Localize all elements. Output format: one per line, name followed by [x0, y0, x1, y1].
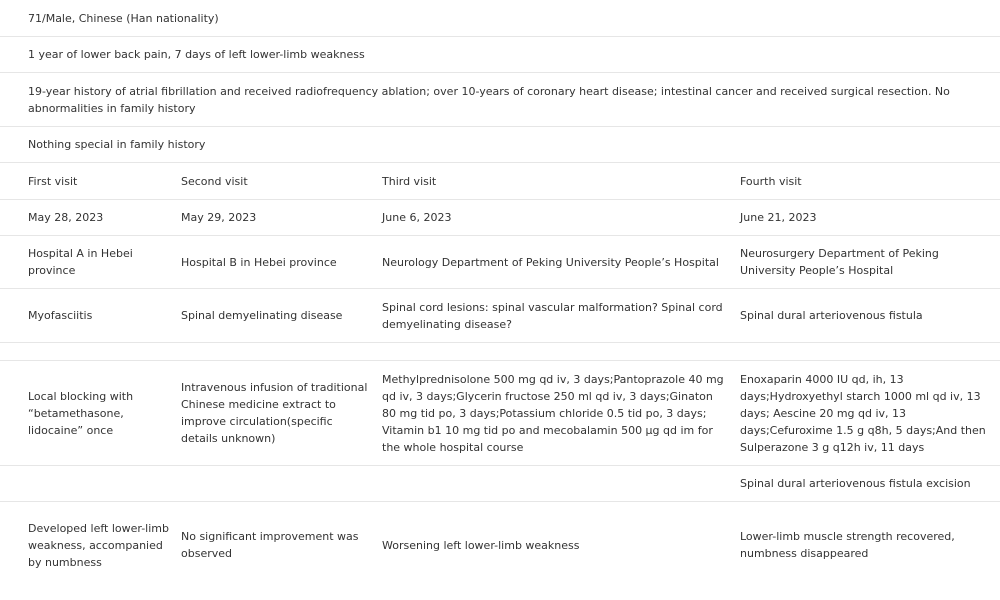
- past-history-text: 19-year history of atrial fibrillation and received radiofrequency ablation; over 10-years of coronary heart disease; intestinal cancer and received surgical resection. No abnormalities in family history: [28, 84, 950, 115]
- row-chief-complaint: [0, 37, 1000, 73]
- demographics-text: 71/Male, Chinese (Han nationality): [28, 11, 219, 25]
- treatment-4: Enoxaparin 4000 IU qd, ih, 13 days;Hydroxyethyl starch 1000 ml qd iv, 13 days; Aescine 20 mg qd iv, 13 days;Cefuroxime 1.5 g q8h, 5 days;And then Sulperazone 3 g q12h iv, 11 days: [740, 372, 986, 454]
- row-demographics: [0, 0, 1000, 37]
- visit-label-1: First visit: [28, 174, 78, 188]
- hospital-2: Hospital B in Hebei province: [181, 255, 337, 269]
- row-spacer: [0, 343, 1000, 361]
- diagnosis-2: Spinal demyelinating disease: [181, 309, 343, 322]
- outcome-1: Developed left lower-limb weakness, accompanied by numbness: [28, 521, 169, 569]
- visit-date-4: June 21, 2023: [740, 211, 817, 224]
- row-diagnoses: [0, 289, 1000, 343]
- surgery-4: Spinal dural arteriovenous fistula excision: [740, 477, 971, 490]
- visit-date-1: May 28, 2023: [28, 211, 104, 224]
- diagnosis-1: Myofasciitis: [28, 309, 93, 322]
- outcome-4: Lower-limb muscle strength recovered, numbness disappeared: [740, 530, 955, 560]
- row-treatments: [0, 361, 1000, 466]
- treatment-3: Methylprednisolone 500 mg qd iv, 3 days;Pantoprazole 40 mg qd iv, 3 days;Glycerin fructose 250 ml qd iv, 3 days;Ginaton 80 mg tid po, 3 days;Potassium chloride 0.5 tid po, 3 days; Vitamin b1 10 mg tid po and mecobalamin 500 μg qd im for the whole hospital course: [382, 372, 724, 454]
- row-surgery: [0, 466, 1000, 502]
- row-visit-dates: [0, 200, 1000, 236]
- row-past-history: [0, 73, 1000, 127]
- visit-label-3: Third visit: [382, 174, 437, 188]
- visit-label-2: Second visit: [181, 174, 248, 188]
- row-outcomes: [0, 502, 1000, 588]
- outcome-3: Worsening left lower-limb weakness: [382, 538, 580, 552]
- outcome-2: No significant improvement was observed: [181, 530, 359, 560]
- treatment-2: Intravenous infusion of traditional Chinese medicine extract to improve circulation(specific details unknown): [181, 381, 368, 445]
- hospital-1: Hospital A in Hebei province: [28, 247, 133, 277]
- chief-complaint-text: 1 year of lower back pain, 7 days of left lower-limb weakness: [28, 48, 365, 61]
- visit-date-2: May 29, 2023: [181, 211, 257, 224]
- treatment-1: Local blocking with “betamethasone, lidocaine” once: [28, 389, 134, 437]
- hospital-3: Neurology Department of Peking University People’s Hospital: [382, 255, 719, 269]
- visit-label-4: Fourth visit: [740, 174, 802, 188]
- diagnosis-3: Spinal cord lesions: spinal vascular malformation? Spinal cord demyelinating disease?: [382, 300, 723, 331]
- row-family-history: [0, 127, 1000, 163]
- hospital-4: Neurosurgery Department of Peking University People’s Hospital: [740, 247, 939, 277]
- visit-date-3: June 6, 2023: [382, 211, 452, 224]
- diagnosis-4: Spinal dural arteriovenous fistula: [740, 309, 923, 322]
- family-history-text: Nothing special in family history: [28, 138, 206, 151]
- row-visit-labels: [0, 163, 1000, 200]
- row-hospitals: [0, 236, 1000, 289]
